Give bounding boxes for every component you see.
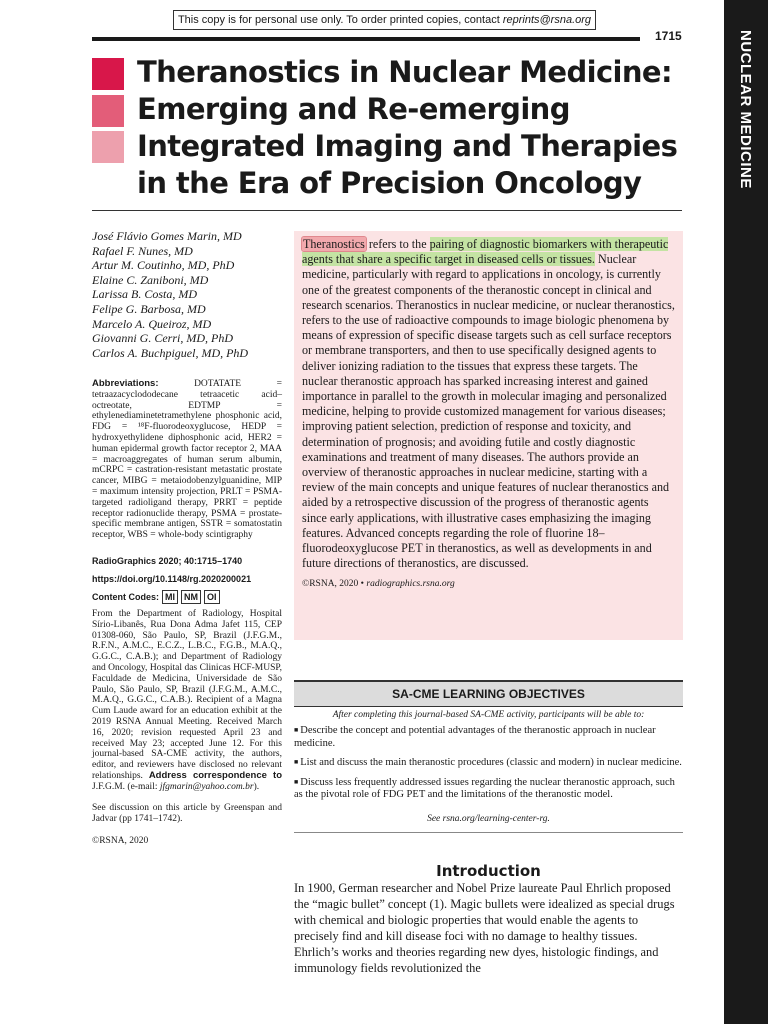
affiliation-text: From the Department of Radiology, Hospital Sírio-Libanês, Rua Dona Adma Jafet 115, CEP 01308-060, São Paulo, SP, Brazil (J.F.G.M., R.F.N., A.M.C., E.C.Z., L.B.C., F.G.B., M.A.Q., G.G.C., C.A.B.); and Department of Radiology and Oncology, Hospital das Clinicas HCF-MUSP, Faculdade de Medicina, Universidade de São Paulo, São Paulo, SP, Brazil (J.F.G.M., A.M.C., M.A.Q., G.G.C., C.A.B.). Recipient of a Magna Cum Laude award for an education exhibit at the 2019 RSNA Annual Meeting. Received March 16, 2020; revision requested April 23 and received May 23; accepted June 12. For this journal-based SA-CME activity, the authors, editor, and reviewers have disclosed no relevant relationships. <box>92 609 282 781</box>
article-title: Theranostics in Nuclear Medicine: Emerging and Re-emerging Integrated Imaging and Therapies in the Era of Precision Oncology <box>137 55 678 200</box>
highlight-term: Theranostics <box>303 237 365 251</box>
accent-square-1 <box>92 58 124 90</box>
content-codes <box>92 590 220 604</box>
section-tab <box>724 0 768 1024</box>
copyright-left: ©RSNA, 2020 <box>92 836 149 846</box>
abstract-connector: refers to the <box>365 237 430 251</box>
correspondence-end: ). <box>253 781 260 792</box>
content-codes-label: Content Codes: <box>92 592 159 602</box>
discussion-note: See discussion on this article by Greenspan and Jadvar (pp 1741–1742). <box>92 803 282 824</box>
accent-square-2 <box>92 95 124 127</box>
author: Felipe G. Barbosa, MD <box>92 301 206 316</box>
abstract-box <box>294 231 683 640</box>
correspondence-email[interactable]: jfgmarin@yahoo.com.br <box>159 781 254 792</box>
objective-item: ■ Discuss less frequently addressed issues regarding the nuclear theranostic approach, such as the pivotal role of FDG PET and the limitations of the theranostic model. <box>294 776 683 802</box>
notice-text: This copy is for personal use only. To order printed copies, contact <box>177 14 503 26</box>
journal-citation: RadioGraphics 2020; 40:1715–1740 <box>92 556 243 566</box>
objective-item: ■ List and discuss the main theranostic procedures (classic and modern) in nuclear medicine. <box>294 756 683 770</box>
author: Rafael F. Nunes, MD <box>92 243 193 258</box>
learning-center-link[interactable]: See rsna.org/learning-center-rg. <box>427 814 550 824</box>
content-code-badge: NM <box>181 590 201 604</box>
objectives-list <box>294 724 683 808</box>
author: José Flávio Gomes Marin, MD <box>92 229 242 243</box>
objectives-bottom-rule <box>294 832 683 833</box>
page-number: 1715 <box>655 29 682 43</box>
affiliation-block <box>92 609 282 793</box>
highlight-definition: pairing of diagnostic biomarkers with therapeutic agents that share a specific target in diseased cells or tissues. <box>302 237 669 267</box>
author: Artur M. Coutinho, MD, PhD <box>92 258 235 273</box>
abbreviations-text: DOTATATE = tetraazacyclododecane tetraacetic acid–octreotate, EDTMP = ethylenediaminetetramethylene phosphonic acid, FDG = ¹⁸F-fluorodeoxyglucose, HEDP = hydroxyethylidene diphosphonic acid, HER2 = human epidermal growth factor receptor 2, MAA = macroaggregates of human serum albumin, mCRPC = castration-resistant metastatic prostate cancer, MIBG = metaiodobenzylguanidine, MIP = maximum intensity projection, PRLT = PSMA-targeted radioligand therapy, PRRT = peptide receptor radionuclide therapy, PSMA = prostate-specific membrane antigen, SSTR = somatostatin receptor, WBS = whole-body scintigraphy <box>92 379 282 541</box>
author: Larissa B. Costa, MD <box>92 287 198 302</box>
objectives-header: SA-CME LEARNING OBJECTIVES <box>294 682 683 706</box>
correspondence-text: J.F.G.M. (e-mail: <box>92 781 160 792</box>
personal-use-notice <box>173 10 596 30</box>
accent-square-3 <box>92 131 124 163</box>
doi-link[interactable]: https://doi.org/10.1148/rg.2020200021 <box>92 574 252 584</box>
abstract-copyright <box>302 579 675 589</box>
section-tab-label: NUCLEAR MEDICINE <box>737 30 754 189</box>
abstract-body: Nuclear medicine, particularly with regard to applications in oncology, is currently one of the greatest components of the theranostic concept in clinical and research scenarios. Theranostics in nuclear medicine, or nuclear theranostics, refers to the use of radioactive compounds to image biologic phenomena by means of expression of specific disease targets such as cell surface receptors or membrane transporters, and then to use specifically designed agents to deliver ionizing radiation to the tissues that express these targets. The nuclear theranostic approach has sparked increasing interest and gained importance in parallel to the growth in molecular imaging and personalized medicine, helping to provide customized management for various diseases; improving patient selection, prediction of response and toxicity, and determination of prognosis; and avoiding futile and costly diagnostic examinations and treatment of many diseases. The authors provide an overview of theranostic approaches in nuclear medicine, starting with a review of the main concepts and unique features of nuclear theranostics and aided by a retrospective discussion of the progress of theranostic agents since early applications, with illustrative cases emphasizing the imaging features. Advanced concepts regarding the role of fluorine 18–fluorodeoxyglucose PET in theranostics, as well as developments in and future directions of theranostics, are discussed. <box>302 252 675 571</box>
author-list <box>92 229 282 360</box>
abbreviations-label: Abbreviations: <box>92 378 159 389</box>
author: Marcelo A. Queiroz, MD <box>92 316 212 331</box>
title-rule <box>92 210 682 211</box>
objectives-header-rule <box>294 706 683 707</box>
author: Giovanni G. Cerri, MD, PhD <box>92 331 233 346</box>
abstract-copyright-text: ©RSNA, 2020 • <box>302 579 367 590</box>
introduction-text: In 1900, German researcher and Nobel Prize laureate Paul Ehrlich proposed the “magic bullet” concept (1). Magic bullets were idealized as special drugs with chemical and biologic properties that would enable the agents to precisely find and kill disease foci with no damage to healthy tissues. Ehrlich’s works and theories regarding new dyes, histologic findings, and immunology fields revolutionized the <box>294 881 675 975</box>
author: Carlos A. Buchpiguel, MD, PhD <box>92 345 249 360</box>
content-code-badge: MI <box>162 590 178 604</box>
objective-item: ■ Describe the concept and potential advantages of the theranostic approach in nuclear medicine. <box>294 724 683 750</box>
abstract-text <box>302 237 675 571</box>
journal-site-link[interactable]: radiographics.rsna.org <box>366 579 455 590</box>
objectives-intro: After completing this journal-based SA-CME activity, participants will be able to: <box>332 710 645 720</box>
introduction-heading: Introduction <box>436 862 541 880</box>
abbreviations-block <box>92 379 282 541</box>
content-code-badge: OI <box>204 590 220 604</box>
reprints-email-link[interactable]: reprints@rsna.org <box>502 14 592 26</box>
top-rule <box>92 37 640 41</box>
correspondence-label: Address correspondence to <box>148 769 282 781</box>
author: Elaine C. Zaniboni, MD <box>92 272 209 287</box>
